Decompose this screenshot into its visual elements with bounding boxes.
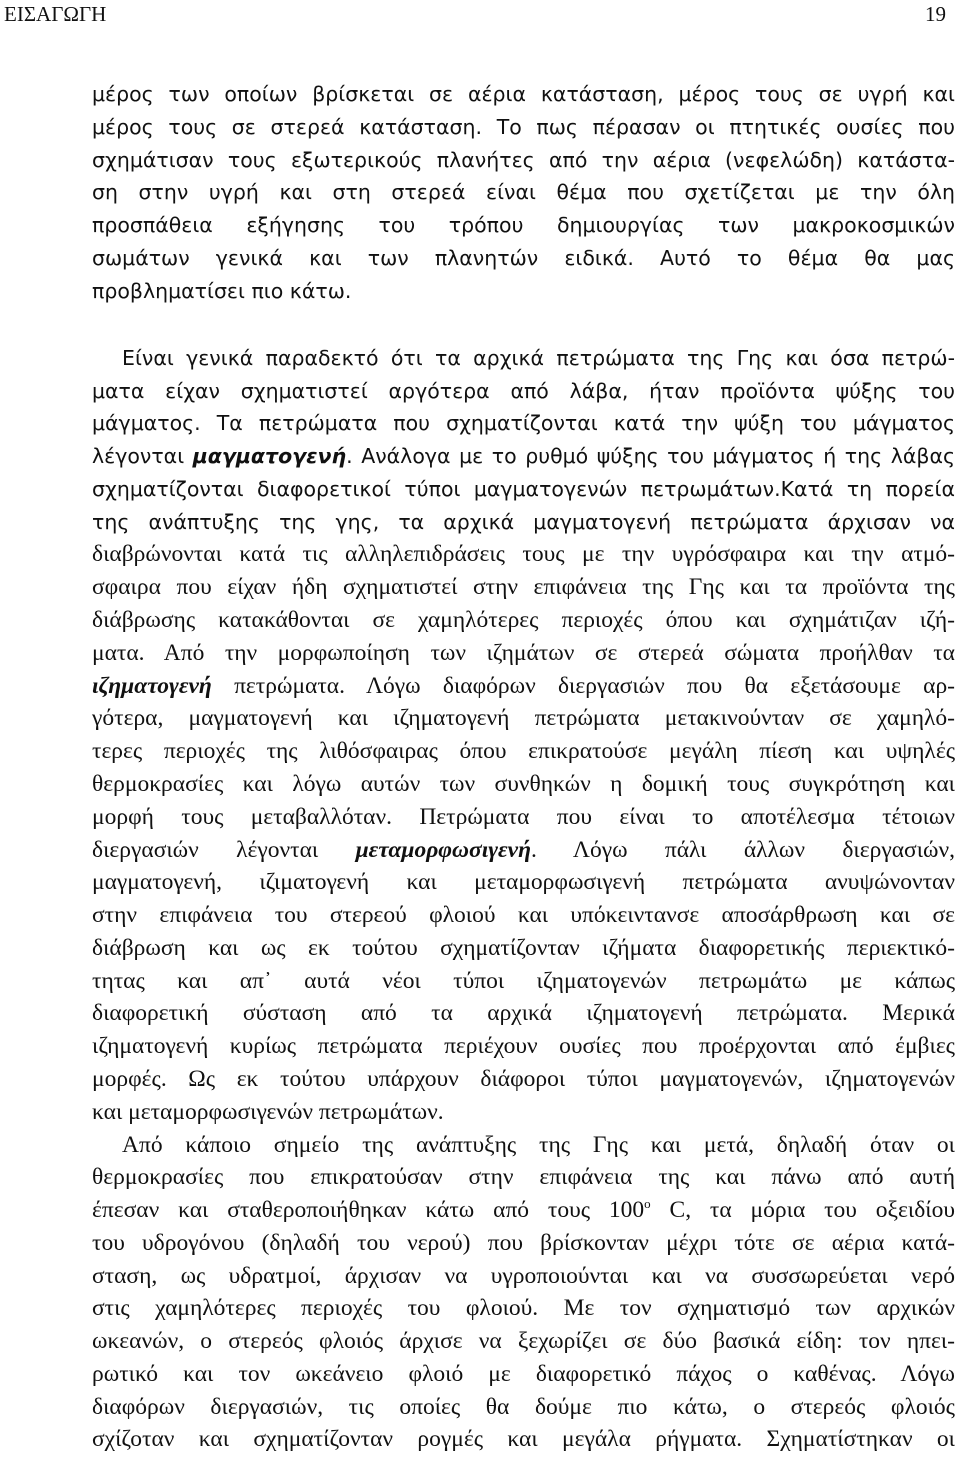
- text-line: διάβρωσης κατακάθονται σε χαμηλότερες περιοχές όπου και σχημάτιζαν ιζή-: [92, 607, 955, 633]
- text-line: [92, 670, 955, 702]
- superscript: ο: [644, 1196, 651, 1212]
- text-line: θερμοκρασίες που επικρατούσαν στην επιφάνεια της και πάνω από αυτή: [92, 1164, 955, 1190]
- text-segment: . Λόγω πάλι άλλων διεργασιών,: [530, 837, 956, 863]
- emphasized-term: μεταμορφωσιγενή: [355, 837, 531, 863]
- text-line: [92, 1194, 955, 1226]
- text-line: ωκεανών, ο στερεός φλοιός άρχισε να ξεχωρίζει σε δύο βασικά είδη: τον ηπει-: [92, 1328, 955, 1354]
- page-number: 19: [925, 2, 946, 26]
- text-line: της ανάπτυξης της γης, τα αρχικά μαγματογενή πετρώματα άρχισαν να: [92, 510, 955, 534]
- text-line: σχηματίζονται διαφορετικοί τύποι μαγματογενών πετρωμάτων.Κατά τη πορεία: [92, 477, 955, 501]
- text-segment: έπεσαν και σταθεροποιήθηκαν κάτω από τους 100: [92, 1197, 645, 1223]
- text-segment: λέγονται: [92, 444, 193, 468]
- text-line: ση στην υγρή και στη στερεά είναι θέμα που σχετίζεται με την όλη: [92, 180, 955, 204]
- text-line: στην επιφάνεια του στερεού φλοιού και υπόκειντανσε αποσάρθρωση και σε: [92, 902, 955, 928]
- text-line: και μεταμορφωσιγενών πετρωμάτων.: [92, 1099, 444, 1125]
- text-line: σωμάτων γενικά και των πλανητών ειδικά. Αυτό το θέμα θα μας: [92, 246, 955, 270]
- text-line: σταση, ως υδρατμοί, άρχισαν να υγροποιούνται και να συσσωρεύεται νερό: [92, 1263, 955, 1289]
- text-segment: πετρώματα. Λόγω διαφόρων διεργασιών που θα εξετάσουμε αρ-: [211, 673, 955, 699]
- text-line: μέρος των οποίων βρίσκεται σε αέρια κατάσταση, μέρος τους σε υγρή και: [92, 82, 955, 106]
- text-line: προσπάθεια εξήγησης του τρόπου δημιουργίας των μακροκοσμικών: [92, 213, 955, 237]
- text-line: μέρος τους σε στερεά κατάσταση. Το πως πέρασαν οι πτητικές ουσίες που: [92, 115, 955, 139]
- text-line: ματα. Από την μορφωποίηση των ιζημάτων σε στερεά σώματα προήλθαν τα: [92, 640, 955, 666]
- text-line: τερες περιοχές της λιθόσφαιρας όπου επικρατούσε μεγάλη πίεση και υψηλές: [92, 738, 955, 764]
- text-line: μάγματος. Τα πετρώματα που σχηματίζονται κατά την ψύξη του μάγματος: [92, 411, 955, 435]
- text-line: διαφορετική σύσταση από τα αρχικά ιζηματογενή πετρώματα. Μερικά: [92, 1000, 955, 1026]
- text-line: μαγματογενή, ιζιματογενή και μεταμορφωσιγενή πετρώματα ανυψώνονταν: [92, 869, 955, 895]
- text-line: ιζηματογενή κυρίως πετρώματα περιέχουν ουσίες που προέρχονται από έμβιες: [92, 1033, 955, 1059]
- emphasized-term: ιζηματογενή: [92, 673, 212, 699]
- text-line: διαφόρων διεργασιών, τις οποίες θα δούμε πιο κάτω, ο στερεός φλοιός: [92, 1394, 955, 1420]
- text-line: ρωτικό και τον ωκεάνειο φλοιό με διαφορετικό πάχος ο καθένας. Λόγω: [92, 1361, 955, 1387]
- text-line: [92, 834, 955, 866]
- text-line: μορφή τους μεταβαλλόταν. Πετρώματα που είναι το αποτέλεσμα τέτοιων: [92, 804, 955, 830]
- text-line: θερμοκρασίες και λόγω αυτών των συνθηκών η δομική τους συγκρότηση και: [92, 771, 955, 797]
- text-line: Από κάποιο σημείο της ανάπτυξης της Γης και μετά, δηλαδή όταν οι: [122, 1132, 955, 1158]
- text-segment: C, τα μόρια του οξειδίου: [650, 1197, 955, 1223]
- text-line: προβληματίσει πιο κάτω.: [92, 279, 352, 303]
- page-header: [4, 2, 946, 32]
- text-line: διαβρώνονται κατά τις αλληλεπιδράσεις τους με την υγρόσφαιρα και την ατμό-: [92, 541, 955, 567]
- text-line: μορφές. Ως εκ τούτου υπάρχουν διάφοροι τύποι μαγματογενών, ιζηματογενών: [92, 1066, 955, 1092]
- text-segment: διεργασιών λέγονται: [92, 837, 356, 863]
- emphasized-term: μαγματογενή: [192, 444, 347, 468]
- text-line: σχίζοταν και σχηματίζονταν ρογμές και μεγάλα ρήγματα. Σχηματίστηκαν οι: [92, 1426, 955, 1452]
- text-line: Είναι γενικά παραδεκτό ότι τα αρχικά πετρώματα της Γης και όσα πετρώ-: [122, 346, 955, 370]
- text-line: γότερα, μαγματογενή και ιζηματογενή πετρώματα μετακινούνταν σε χαμηλό-: [92, 705, 955, 731]
- text-line: στις χαμηλότερες περιοχές του φλοιού. Με τον σχηματισμό των αρχικών: [92, 1295, 955, 1321]
- text-line: σφαιρα που είχαν ήδη σχηματιστεί στην επιφάνεια της Γης και τα προϊόντα της: [92, 574, 955, 600]
- text-line: σχημάτισαν τους εξωτερικούς πλανήτες από την αέρια (νεφελώδη) κατάστα-: [92, 148, 955, 172]
- text-line: ματα είχαν σχηματιστεί αργότερα από λάβα, ήταν προϊόντα ψύξης του: [92, 379, 955, 403]
- text-line: [92, 440, 955, 472]
- text-line: του υδρογόνου (δηλαδή του νερού) που βρίσκονταν μέχρι τότε σε αέρια κατά-: [92, 1230, 955, 1256]
- text-line: τητας και απ᾿ αυτά νέοι τύποι ιζηματογενών πετρωμάτω με κάπως: [92, 968, 955, 994]
- text-segment: . Ανάλογα με το ρυθμό ψύξης του μάγματος ή της λάβας: [346, 444, 955, 468]
- text-line: διάβρωση και ως εκ τούτου σχηματίζονταν ιζήματα διαφορετικής περιεκτικό-: [92, 935, 955, 961]
- section-title: ΕΙΣΑΓΩΓΗ: [4, 2, 107, 26]
